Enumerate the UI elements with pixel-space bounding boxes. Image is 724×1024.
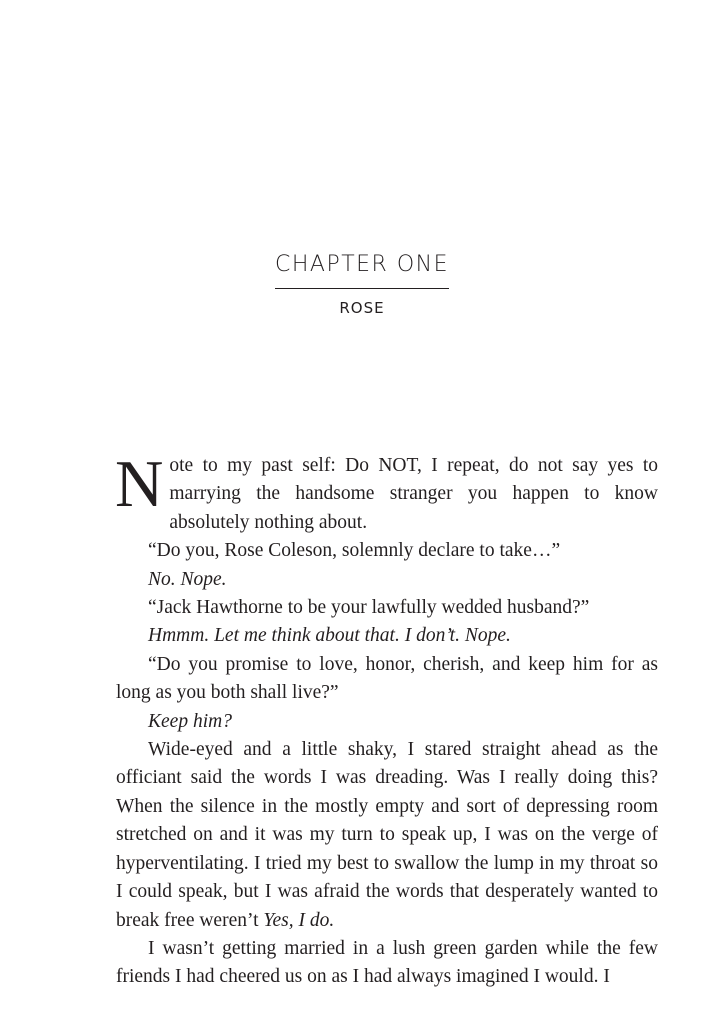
- paragraph-6: “Do you promise to love, honor, cherish, and keep him for as long as you both shall live?”: [116, 653, 658, 704]
- paragraph-8: [116, 736, 658, 935]
- paragraph-1-text: ote to my past self: Do NOT, I repeat, do not say yes to marrying the handsome stranger you happen to know absolutely nothing about.: [169, 455, 658, 533]
- paragraph-4: “Jack Hawthorne to be your lawfully wedded husband?”: [148, 597, 590, 619]
- paragraph-1: [115, 447, 658, 537]
- chapter-title: CHAPTER ONE: [274, 252, 449, 277]
- chapter-header: [0, 250, 724, 318]
- paragraph-5: Hmmm. Let me think about that. I don’t. Nope.: [148, 625, 511, 647]
- drop-cap: N: [115, 447, 164, 521]
- paragraph-3: No. Nope.: [148, 568, 227, 590]
- chapter-body: [115, 447, 658, 992]
- chapter-subtitle: ROSE: [339, 299, 385, 317]
- paragraph-7: Keep him?: [148, 710, 232, 732]
- paragraph-9: I wasn’t getting married in a lush green garden while the few friends I had cheered us on as I had always imagined I would. I: [116, 937, 658, 988]
- chapter-divider: [275, 288, 449, 289]
- paragraph-2: “Do you, Rose Coleson, solemnly declare to take…”: [148, 540, 561, 562]
- paragraph-8-italic: Yes, I do.: [263, 909, 335, 931]
- paragraph-8-text: Wide-eyed and a little shaky, I stared straight ahead as the officiant said the words I was dreading. Was I really doing this? When the silence in the mostly empty and sort of depressing room stretched on and it was my turn to speak up, I was on the verge of hyperventilating. I tried my best to swallow the lump in my throat so I could speak, but I was afraid the words that desperately wanted to break free weren’t: [116, 739, 658, 931]
